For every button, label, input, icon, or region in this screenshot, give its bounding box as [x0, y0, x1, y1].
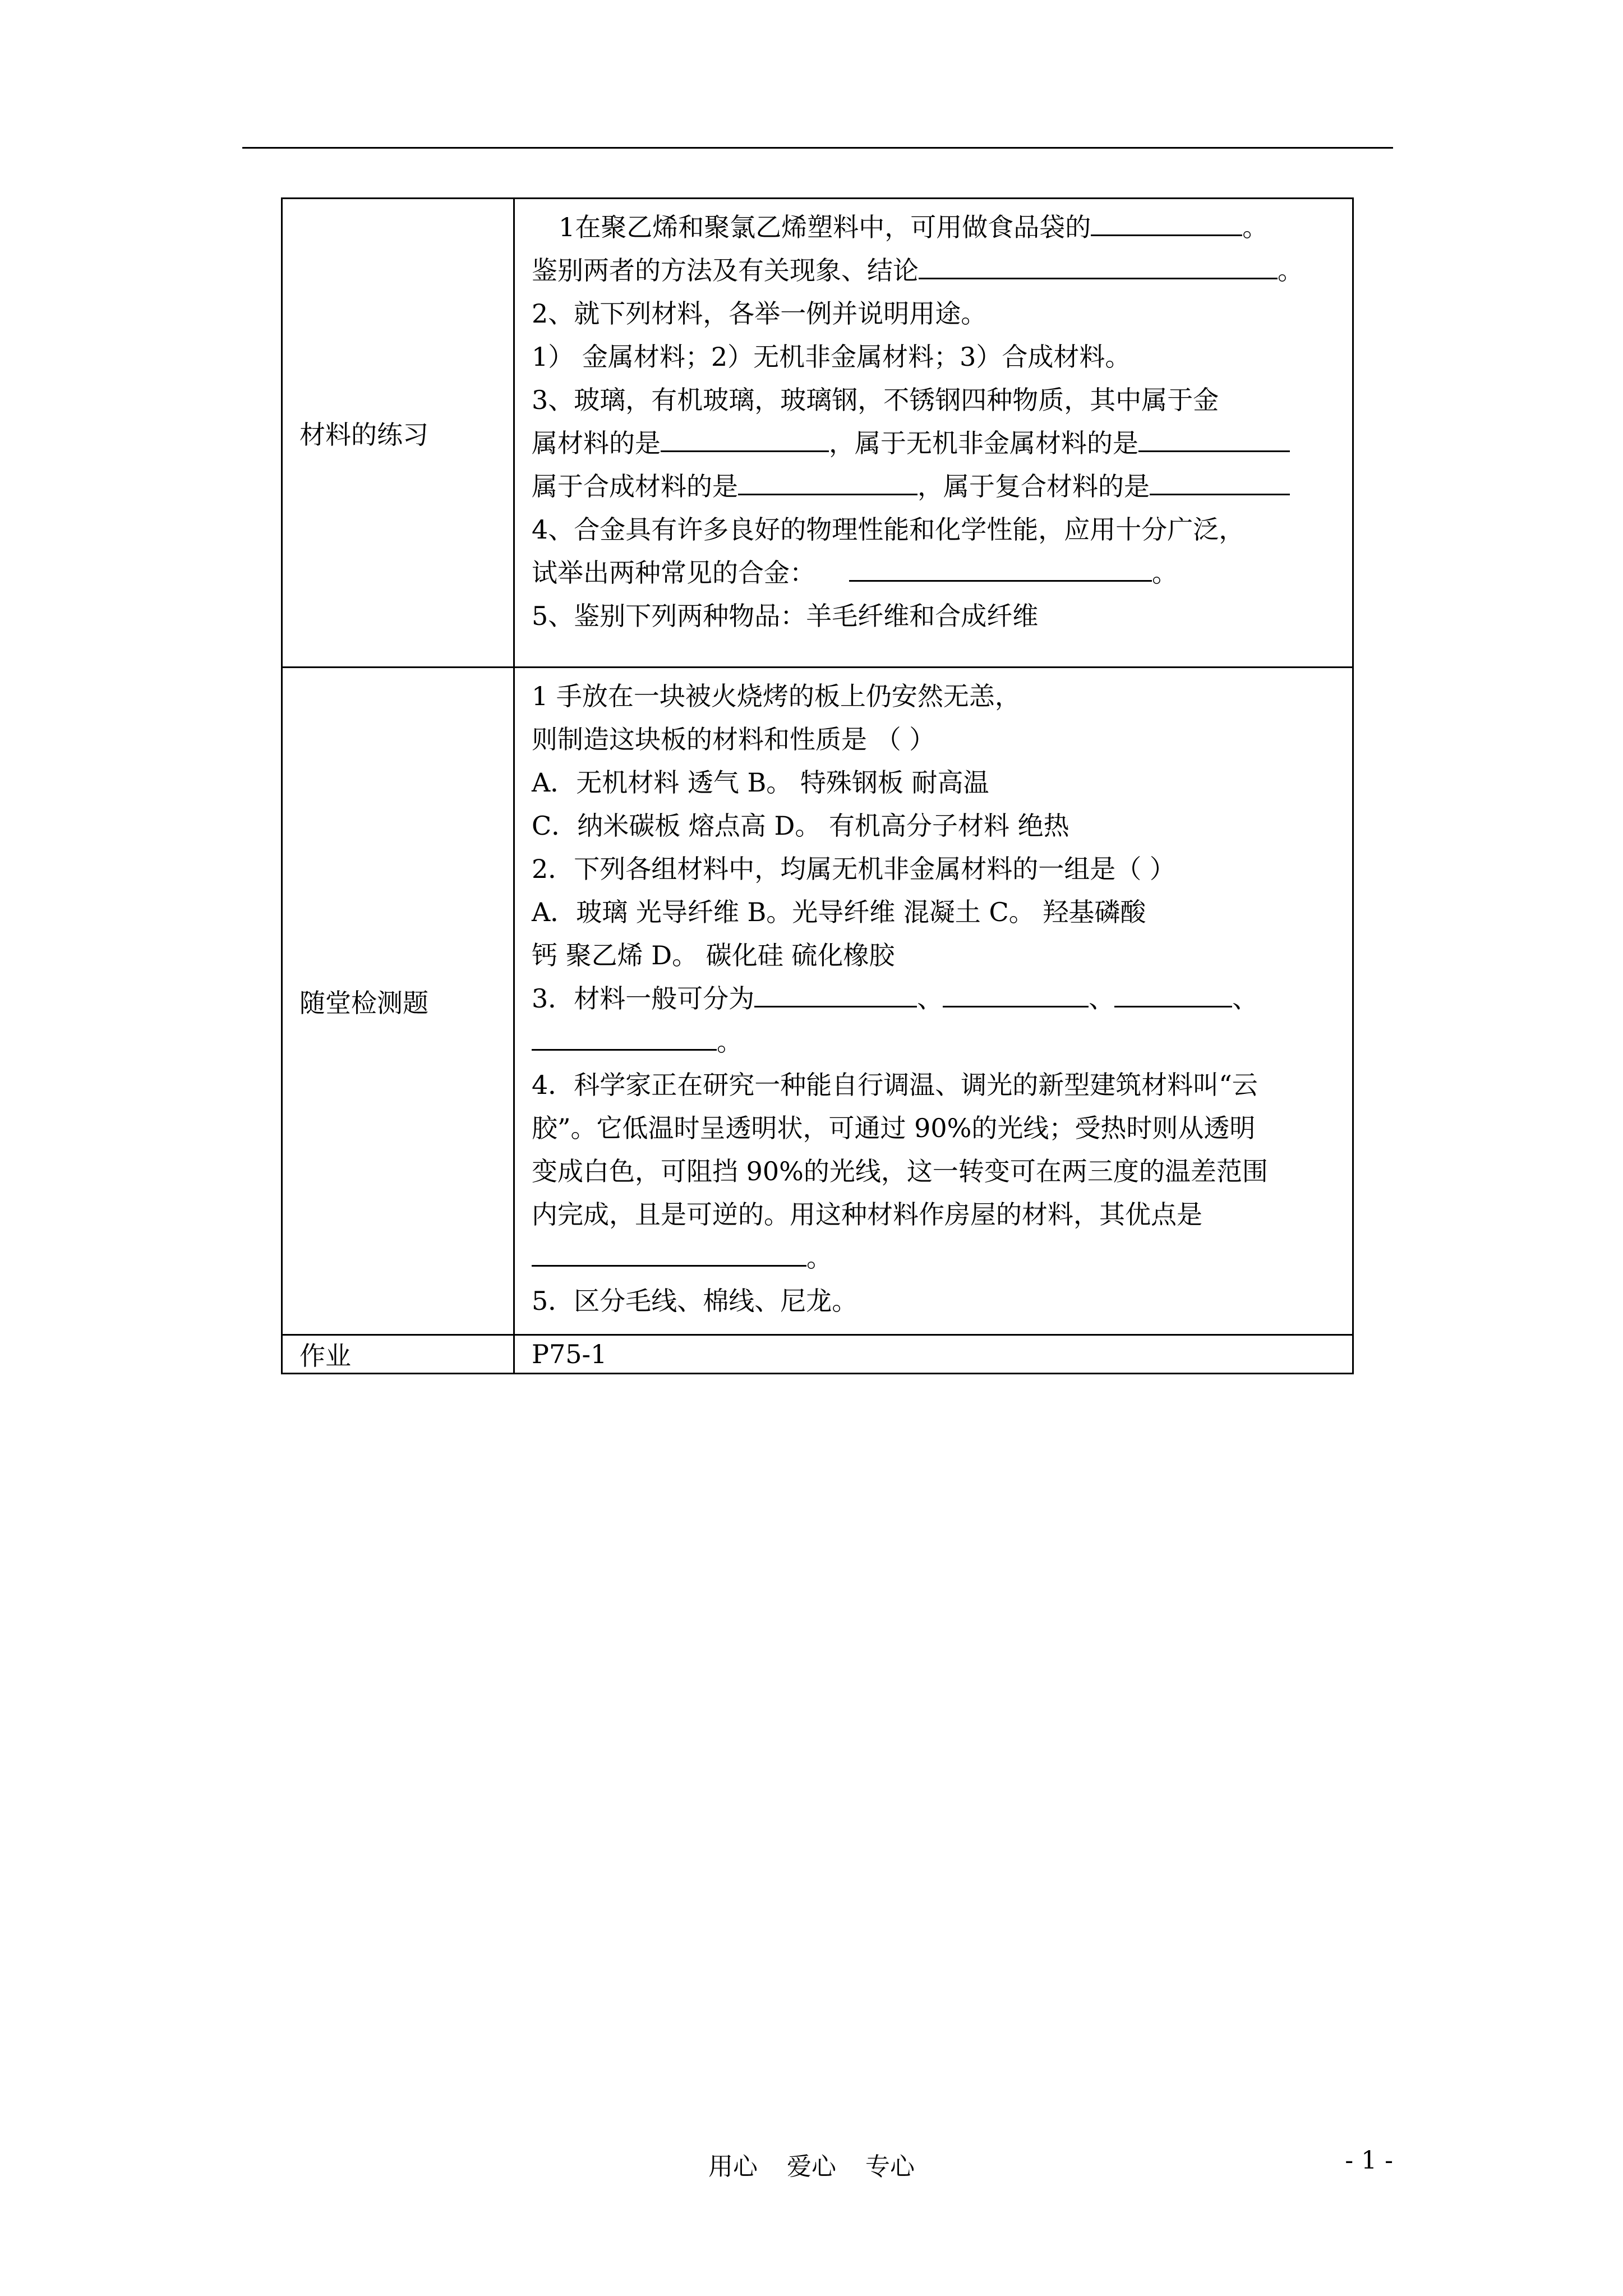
question-line: 试举出两种常见的合金： 。 [532, 551, 1350, 595]
row-label: 随堂检测题 [282, 668, 514, 1335]
answer-blank[interactable] [532, 1240, 806, 1267]
question-line: 5、鉴别下列两种物品：羊毛纤维和合成纤维 [532, 601, 1039, 631]
question-line: 属于合成材料的是 ，属于复合材料的是 [532, 465, 1350, 508]
table-row [282, 668, 1353, 1335]
table-row [282, 199, 1353, 668]
question-line: 变成白色，可阻挡 90%的光线，这一转变可在两三度的温差范围 [532, 1156, 1268, 1186]
question-line: 。 [532, 1020, 1350, 1064]
question-line: 胶”。它低温时呈透明状，可通过 90%的光线；受热时则从透明 [532, 1113, 1256, 1143]
question-line: 1在聚乙烯和聚氯乙烯塑料中，可用做食品袋的 。 [532, 206, 1350, 249]
question-line: 2．下列各组材料中，均属无机非金属材料的一组是（ ） [532, 854, 1175, 884]
question-line: 3．材料一般可分为 、 、 、 [532, 977, 1350, 1020]
question-line: 2、就下列材料，各举一例并说明用途。 [532, 298, 987, 329]
option-line: C．纳米碳板 熔点高 D。 有机高分子材料 绝热 [532, 811, 1069, 841]
question-line: 4．科学家正在研究一种能自行调温、调光的新型建筑材料叫“云 [532, 1070, 1258, 1100]
answer-blank[interactable] [943, 981, 1089, 1007]
question-line: 3、玻璃，有机玻璃，玻璃钢，不锈钢四种物质，其中属于金 [532, 385, 1219, 415]
option-line: A．玻璃 光导纤维 B。光导纤维 混凝土 C。 羟基磷酸 [532, 897, 1146, 927]
row-content [514, 668, 1353, 1335]
question-line: 属材料的是 ，属于无机非金属材料的是 [532, 422, 1350, 465]
answer-blank[interactable] [1091, 210, 1242, 236]
answer-blank[interactable] [1150, 469, 1290, 495]
question-line: 5．区分毛线、棉线、尼龙。 [532, 1286, 858, 1316]
answer-blank[interactable] [532, 1024, 717, 1051]
header-rule [242, 147, 1393, 149]
row-label: 作业 [282, 1335, 514, 1374]
question-line: 则制造这块板的材料和性质是 （ ） [532, 724, 935, 754]
answer-blank[interactable] [1114, 981, 1232, 1007]
question-line: 内完成，且是可逆的。用这种材料作房屋的材料，其优点是 [532, 1199, 1202, 1230]
footer-text: 爱心 [787, 2152, 836, 2181]
question-line: 1 手放在一块被火烧烤的板上仍安然无恙， [532, 681, 1021, 711]
worksheet-table [281, 197, 1354, 1374]
homework-value: P75-1 [514, 1335, 1353, 1374]
question-line: 。 [532, 1236, 1350, 1280]
question-line: 鉴别两者的方法及有关现象、结论 。 [532, 249, 1350, 292]
row-label: 材料的练习 [282, 199, 514, 668]
answer-blank[interactable] [849, 555, 1152, 582]
answer-blank[interactable] [919, 253, 1278, 279]
answer-blank[interactable] [754, 981, 917, 1007]
footer-text: 用心 [708, 2152, 758, 2181]
footer-text: 专心 [865, 2152, 915, 2181]
page-number: - 1 - [1345, 2146, 1393, 2175]
answer-blank[interactable] [1138, 426, 1290, 452]
option-line: 钙 聚乙烯 D。 碳化硅 硫化橡胶 [532, 940, 895, 970]
table-row [282, 1335, 1353, 1374]
question-line: 4、合金具有许多良好的物理性能和化学性能，应用十分广泛， [532, 514, 1245, 545]
question-line: 1） 金属材料；2）无机非金属材料；3）合成材料。 [532, 342, 1131, 372]
answer-blank[interactable] [738, 469, 917, 495]
row-content [514, 199, 1353, 668]
answer-blank[interactable] [661, 426, 829, 452]
option-line: A．无机材料 透气 B。 特殊钢板 耐高温 [532, 767, 989, 798]
